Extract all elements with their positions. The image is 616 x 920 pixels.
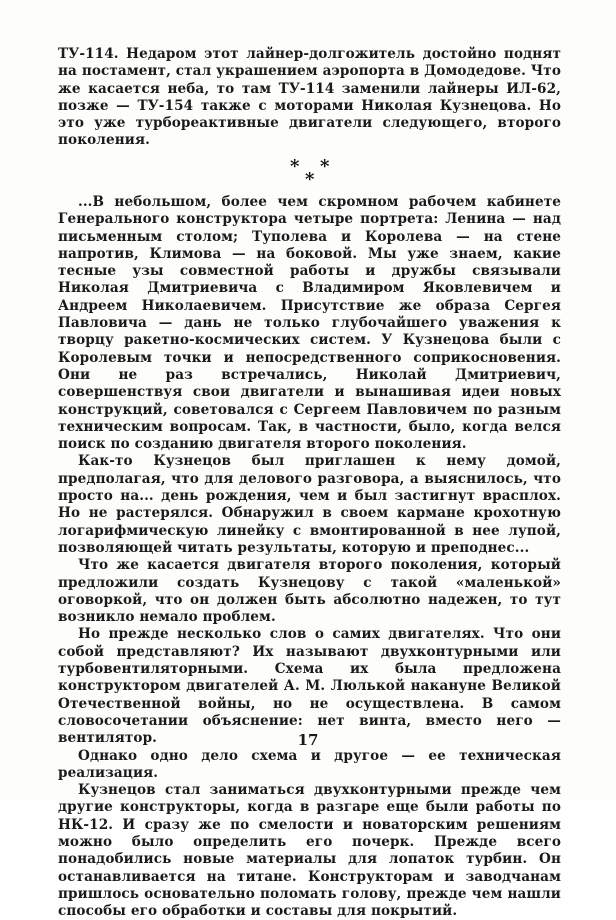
asterisk: * [305, 169, 315, 190]
paragraph: Кузнецов стал заниматься двухконтурными прежде чем другие конструкторы, когда в разгаре еще были работы по НК-12. И сразу же по смелости и новаторским решениям можно было определить его почерк. Прежде всего понадобились новые материалы для лопаток турбин. Он останавливается на титане. Конструкторам и заводчанам пришлось основательно поломать голову, прежде чем нашли способы его обработки и составы для покрытий. [58, 782, 561, 920]
main-text-block [58, 194, 561, 920]
paragraph: Как-то Кузнецов был приглашен к нему домой, предполагая, что для делового разговора, а выяснилось, что просто на... день рождения, чем и был застигнут врасплох. Но не растерялся. Обнаружил в своем кармане крохотную логарифмическую линейку с вмонтированной в нее лупой, позволяющей читать результаты, которую и преподнес... [58, 453, 561, 556]
asterisk: * [320, 156, 330, 177]
paragraph: Что же касается двигателя второго поколения, который предложили создать Кузнецову с такой «маленькой» оговоркой, что он должен быть абсолютно надежен, то тут возникло немало проблем. [58, 557, 561, 626]
asterisk: * [290, 156, 300, 177]
intro-text-block [58, 46, 561, 150]
paragraph: ...В небольшом, более чем скромном рабочем кабинете Генерального конструктора четыре портрета: Ленина — над письменным столом; Туполева и Королева — на стене напротив, Климова — на боковой. Мы уже знаем, какие тесные узы совместной работы и дружбы связывали Николая Дмитриевича с Владимиром Яковлевичем и Андреем Николаевичем. Присутствие же образа Сергея Павловича — дань не только глубочайшего уважения к творцу ракетно-космических систем. У Кузнецова были с Королевым точки и непосредственного соприкосновения. Они не раз встречались, Николай Дмитриевич, совершенствуя свои двигатели и вынашивая идеи новых конструкций, советовался с Сергеем Павловичем по разным техническим вопросам. Так, в частности, было, когда велся поиск по созданию двигателя второго поколения. [58, 194, 561, 453]
page-number: 17 [297, 731, 319, 749]
intro-paragraph: ТУ-114. Недаром этот лайнер-долгожитель достойно поднят на постамент, стал украшением аэропорта в Домодедове. Что же касается неба, то там ТУ-114 заменили лайнеры ИЛ-62, позже — ТУ-154 также с моторами Николая Кузнецова. Но это уже турбореактивные двигатели следующего, второго поколения. [58, 46, 561, 149]
paragraph: Но прежде несколько слов о самих двигателях. Что они собой представляют? Их называют двухконтурными или турбовентиляторными. Схема их была предложена конструктором двигателей А. М. Люлькой накануне Великой Отечественной войны, но не осуществлена. В самом словосочетании объяснение: нет винта, вместо него — вентилятор. [58, 626, 561, 747]
section-separator [290, 158, 334, 188]
paragraph: Однако одно дело схема и другое — ее техническая реализация. [58, 747, 561, 781]
